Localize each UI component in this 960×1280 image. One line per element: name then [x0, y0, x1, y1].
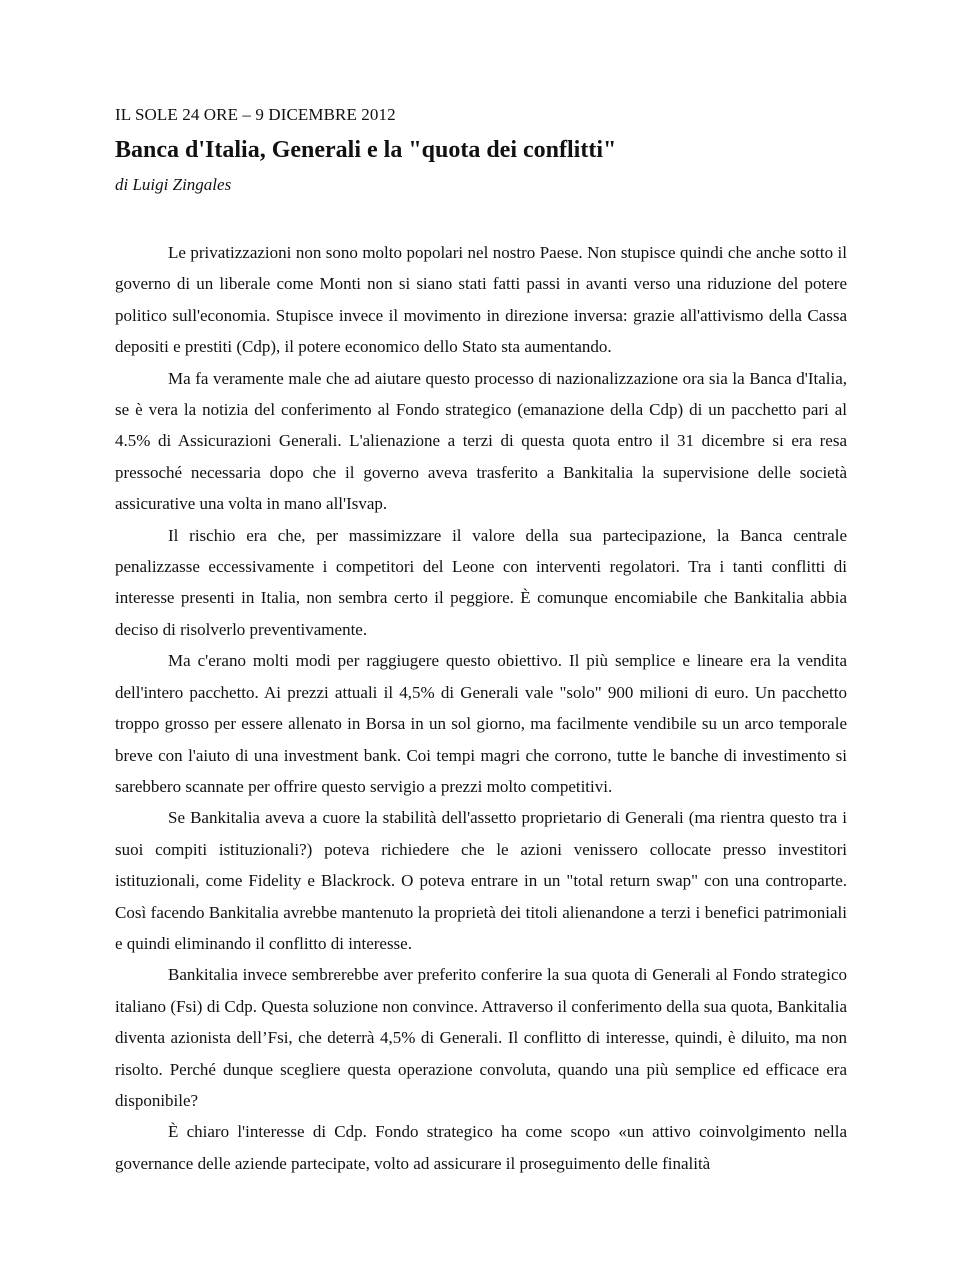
source-line: IL SOLE 24 ORE – 9 DICEMBRE 2012 — [115, 105, 396, 124]
paragraph: Bankitalia invece sembrerebbe aver preferito conferire la sua quota di Generali al Fondo strategico italiano (Fsi) di Cdp. Questa soluzione non convince. Attraverso il conferimento della sua quota, Bankitalia diventa azionista dell’Fsi, che deterrà 4,5% di Generali. Il conflitto di interesse, quindi, è diluito, ma non risolto. Perché dunque scegliere questa operazione convoluta, quando una più semplice ed efficace era disponibile? — [115, 965, 847, 1110]
paragraph: Se Bankitalia aveva a cuore la stabilità dell'assetto proprietario di Generali (ma rientra questo tra i suoi compiti istituzionali?) poteva richiedere che le azioni venissero collocate presso investitori istituzionali, come Fidelity e Blackrock. O poteva entrare in un "total return swap" con una controparte. Così facendo Bankitalia avrebbe mantenuto la proprietà dei titoli alienandone a terzi i benefici patrimoniali e quindi eliminando il conflitto di interesse. — [115, 808, 847, 953]
byline: di Luigi Zingales — [115, 175, 232, 194]
article-body — [115, 237, 847, 1179]
document-page — [115, 103, 847, 1179]
paragraph: Ma c'erano molti modi per raggiugere questo obiettivo. Il più semplice e lineare era la vendita dell'intero pacchetto. Ai prezzi attuali il 4,5% di Generali vale "solo" 900 milioni di euro. Un pacchetto troppo grosso per essere allenato in Borsa in un sol giorno, ma facilmente vendibile su un arco temporale breve con l'aiuto di una investment bank. Coi tempi magri che corrono, tutte le banche di investimento si sarebbero scannate per offrire questo servigio a prezzi molto competitivi. — [115, 651, 847, 796]
paragraph: Ma fa veramente male che ad aiutare questo processo di nazionalizzazione ora sia la Banca d'Italia, se è vera la notizia del conferimento al Fondo strategico (emanazione della Cdp) di un pacchetto pari al 4.5% di Assicurazioni Generali. L'alienazione a terzi di questa quota entro il 31 dicembre si era resa pressoché necessaria dopo che il governo aveva trasferito a Bankitalia la supervisione delle società assicurative una volta in mano all'Isvap. — [115, 368, 847, 514]
paragraph-continued: È chiaro l'interesse di Cdp. Fondo strategico ha come scopo «un attivo coinvolgimento nella governance delle aziende partecipate, volto ad assicurare il proseguimento delle finalità — [115, 1122, 847, 1173]
paragraph: Le privatizzazioni non sono molto popolari nel nostro Paese. Non stupisce quindi che anche sotto il governo di un liberale come Monti non si siano stati fatti passi in avanti verso una riduzione del potere politico sull'economia. Stupisce invece il movimento in direzione inversa: grazie all'attivismo della Cassa depositi e prestiti (Cdp), il potere economico dello Stato sta aumentando. — [115, 243, 847, 357]
paragraph: Il rischio era che, per massimizzare il valore della sua partecipazione, la Banca centrale penalizzasse eccessivamente i competitori del Leone con interventi regolatori. Tra i tanti conflitti di interesse presenti in Italia, non sembra certo il peggiore. È comunque encomiabile che Bankitalia abbia deciso di risolverlo preventivamente. — [115, 525, 847, 639]
article-title: Banca d'Italia, Generali e la "quota dei conflitti" — [115, 137, 617, 163]
